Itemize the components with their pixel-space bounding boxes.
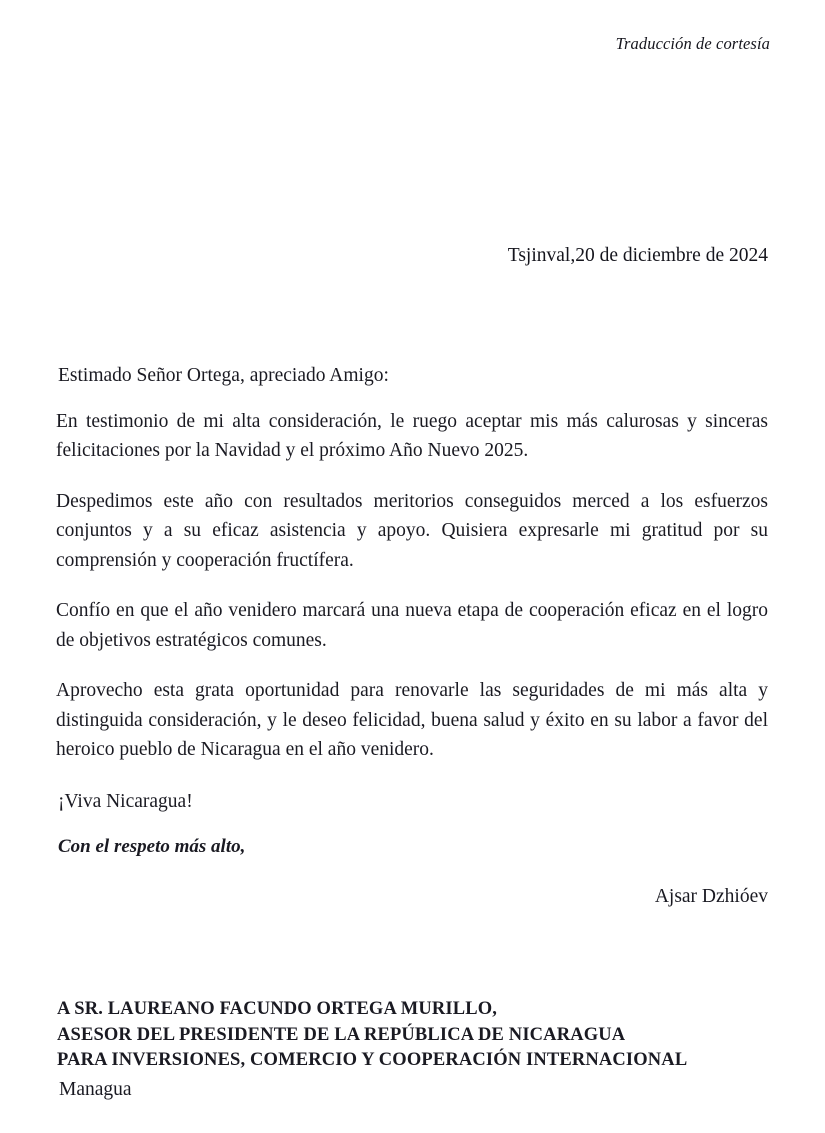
courtesy-translation-note: Traducción de cortesía [615, 34, 770, 53]
closing-line: Con el respeto más alto, [58, 836, 246, 857]
signature-name: Ajsar Dzhióev [654, 886, 768, 907]
body-paragraph-1: En testimonio de mi alta consideración, le ruego aceptar mis más calurosas y sinceras felicitaciones por la Navidad y el próximo Año Nuevo 2025. [56, 410, 768, 461]
addressee-line-1: A SR. LAUREANO FACUNDO ORTEGA MURILLO, [57, 999, 498, 1019]
addressee-line-2: ASESOR DEL PRESIDENTE DE LA REPÚBLICA DE NICARAGUA [57, 1024, 626, 1045]
body-paragraph-2: Despedimos este año con resultados meritorios conseguidos merced a los esfuerzos conjuntos y a su eficaz asistencia y apoyo. Quisiera expresarle mi gratitud por su comprensión y cooperación fructífera. [56, 490, 768, 571]
addressee-city: Managua [59, 1078, 132, 1100]
letter-body [56, 366, 768, 907]
body-paragraph-4: Aprovecho esta grata oportunidad para renovarle las seguridades de mi más alta y distinguida consideración, y le deseo felicidad, buena salud y éxito en su labor a favor del heroico pueblo de Nicaragua en el año venidero. [56, 680, 768, 760]
exclamation-line: ¡Viva Nicaragua! [58, 790, 193, 812]
addressee-line-3: PARA INVERSIONES, COMERCIO Y COOPERACIÓN INTERNACIONAL [57, 1050, 688, 1070]
salutation: Estimado Señor Ortega, apreciado Amigo: [58, 365, 389, 386]
addressee-block [57, 997, 757, 1102]
body-paragraph-3: Confío en que el año venidero marcará una nueva etapa de cooperación eficaz en el logro de objetivos estratégicos comunes. [56, 600, 768, 651]
dateline: Tsjinval,20 de diciembre de 2024 [507, 245, 768, 266]
